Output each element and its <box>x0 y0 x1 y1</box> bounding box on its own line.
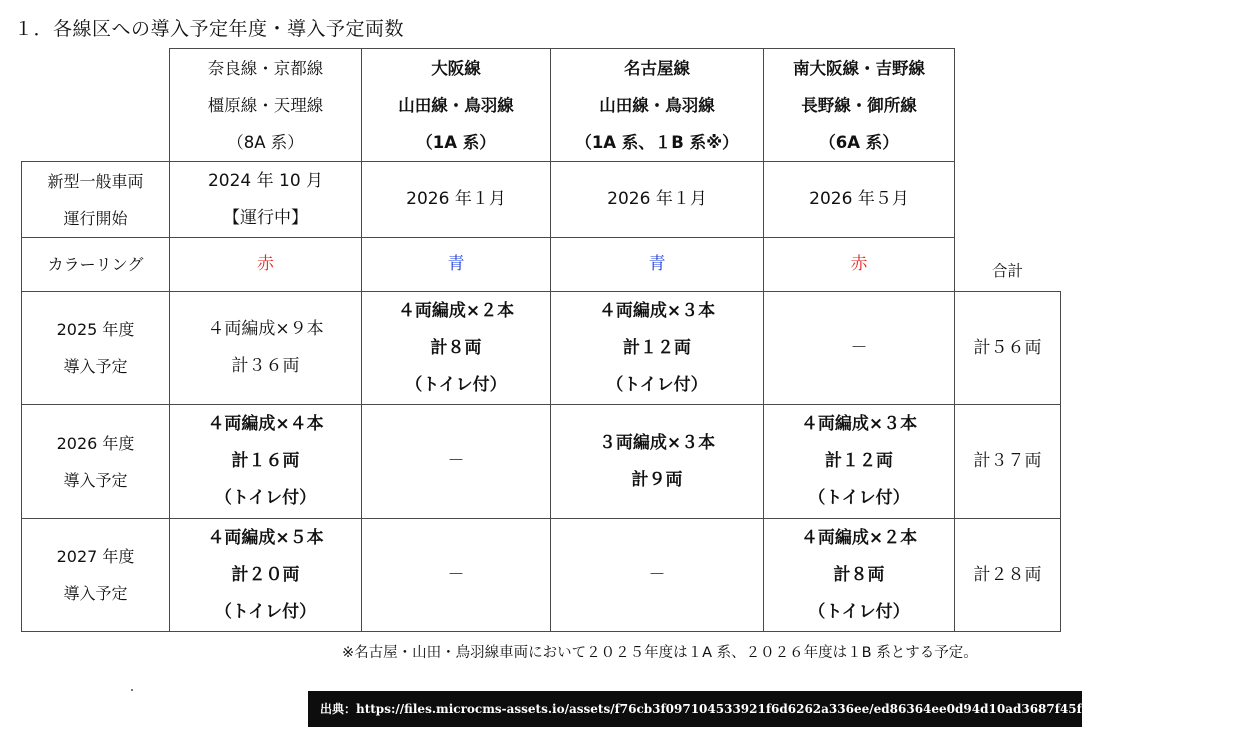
header-col-osaka: 大阪線 山田線・鳥羽線 （1A 系） <box>398 58 514 152</box>
total-fy2027: 計２８両 <box>973 564 1042 585</box>
header-col-minami-osaka: 南大阪線・吉野線 長野線・御所線 （6A 系） <box>793 58 925 152</box>
start-osaka: 2026 年１月 <box>406 189 506 209</box>
footnote: ※名古屋・山田・鳥羽線車両において２０２５年度は１A 系、２０２６年度は１B 系とする予定。 <box>342 645 978 661</box>
start-minami-osaka: 2026 年５月 <box>809 189 909 209</box>
header-col-nagoya: 名古屋線 山田線・鳥羽線 （1A 系、１B 系※） <box>575 58 739 152</box>
coloring-nara: 赤 <box>257 254 274 274</box>
fy2026-nara: ４両編成×４本 計１６両 （トイレ付） <box>207 414 324 508</box>
total-header: 合計 <box>991 262 1023 280</box>
fy2025-nara: ４両編成×９本 計３６両 <box>207 319 324 376</box>
page-title: １．各線区への導入予定年度・導入予定両数 <box>14 18 405 40</box>
row-label-fy2026: 2026 年度 導入予定 <box>56 433 135 490</box>
total-fy2025: 計５６両 <box>973 337 1042 358</box>
source-citation[interactable]: 出典：https://files.microcms-assets.io/assets/f76cb3f097104533921f6d6262a336ee/ed86364ee0d94d10ad3687f45f012d96/20260612rw.pdf <box>308 691 1082 727</box>
total-fy2026: 計３７両 <box>973 451 1042 471</box>
fy2025-minami-osaka: － <box>850 337 868 358</box>
coloring-minami-osaka: 赤 <box>850 254 868 274</box>
start-nagoya: 2026 年１月 <box>607 189 707 209</box>
row-label-coloring: カラーリング <box>47 255 144 274</box>
coloring-nagoya: 青 <box>648 254 666 274</box>
fy2025-osaka: ４両編成×２本 計８両 （トイレ付） <box>397 300 515 395</box>
fy2027-nara: ４両編成×５本 計２０両 （トイレ付） <box>207 527 324 622</box>
header-col-nara: 奈良線・京都線 橿原線・天理線 （8A 系） <box>207 58 324 152</box>
row-label-start: 新型一般車両 運行開始 <box>47 171 144 228</box>
fy2026-osaka: － <box>447 451 465 471</box>
fy2027-osaka: － <box>447 564 465 585</box>
stray-dot <box>131 689 133 691</box>
start-nara: 2024 年 10 月 【運行中】 <box>207 170 324 228</box>
row-label-fy2025: 2025 年度 導入予定 <box>56 320 135 376</box>
fy2026-minami-osaka: ４両編成×３本 計１２両 （トイレ付） <box>800 414 918 508</box>
row-label-fy2027: 2027 年度 導入予定 <box>56 547 135 603</box>
fy2027-nagoya: － <box>648 564 666 585</box>
fy2026-nagoya: ３両編成×３本 計９両 <box>598 432 716 490</box>
coloring-osaka: 青 <box>447 254 465 274</box>
fy2025-nagoya: ４両編成×３本 計１２両 （トイレ付） <box>598 300 716 395</box>
fy2027-minami-osaka: ４両編成×２本 計８両 （トイレ付） <box>800 527 918 622</box>
